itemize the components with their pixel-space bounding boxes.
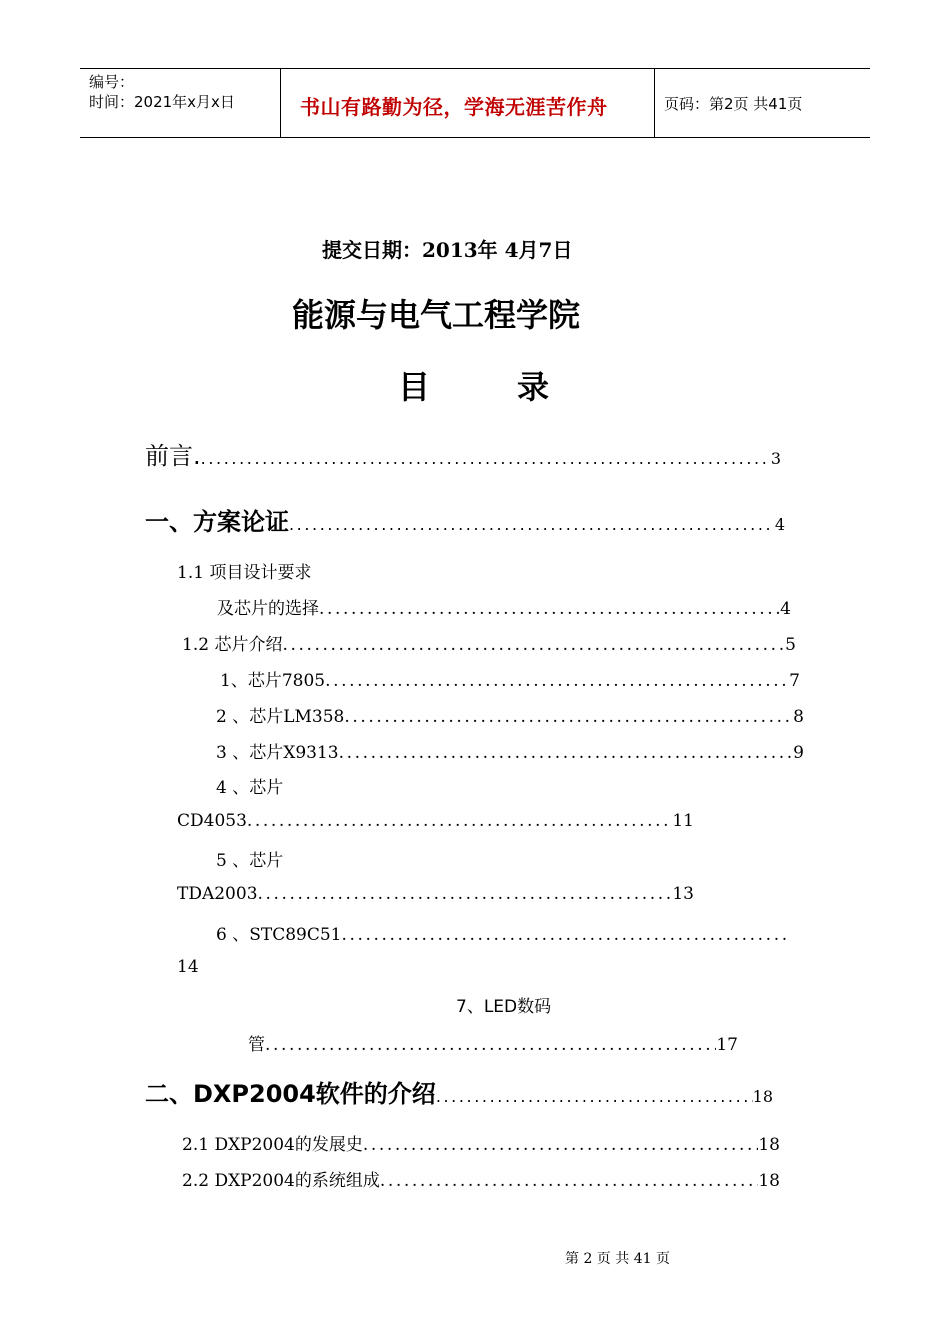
header-divider (654, 69, 655, 137)
toc-entry-text: 3 、芯片X9313 (216, 743, 339, 763)
toc-leader (344, 707, 793, 727)
toc-entry[interactable] (248, 1030, 738, 1055)
page-footer: 第 2 页 共 41 页 (565, 1251, 670, 1267)
toc-page-number: 7 (789, 671, 800, 691)
toc-entry-text: 1.1 项目设计要求 (177, 563, 312, 583)
toc-entry[interactable] (182, 1166, 780, 1191)
header-motto: 书山有路勤为径，学海无涯苦作舟 (300, 95, 608, 119)
toc-leader (319, 599, 780, 619)
toc-entry-text: 2 、芯片LM358 (216, 707, 345, 727)
toc-page-number: 3 (770, 449, 781, 468)
toc-entry[interactable] (217, 594, 791, 619)
college-name: 能源与电气工程学院 (292, 296, 581, 334)
toc-entry[interactable] (177, 558, 311, 583)
toc-page-number: 17 (716, 1035, 738, 1055)
toc-leader (247, 811, 672, 831)
toc-page-number: 5 (785, 635, 796, 655)
toc-leader (258, 884, 673, 904)
toc-leader (289, 515, 775, 534)
toc-entry-text: 5 、芯片 (216, 851, 284, 871)
submit-date: 提交日期：2013年 4月7日 (322, 238, 573, 262)
toc-entry[interactable] (177, 957, 199, 977)
toc-entry[interactable] (145, 502, 785, 537)
toc-entry[interactable] (216, 738, 804, 763)
toc-entry[interactable] (145, 436, 781, 471)
toc-entry[interactable] (216, 846, 283, 871)
toc-leader (380, 1171, 758, 1191)
toc-leader (282, 635, 785, 655)
toc-title-right: 录 (517, 368, 550, 406)
toc-entry-text: 4 、芯片 (216, 778, 284, 798)
toc-entry-text: TDA2003 (177, 884, 258, 904)
header-page-info: 页码：第2页 共41页 (664, 95, 803, 113)
header-divider (280, 69, 281, 137)
toc-entry[interactable] (177, 811, 694, 831)
header-number-label: 编号： (89, 73, 135, 91)
toc-page-number: 18 (758, 1135, 780, 1155)
toc-entry-text: 2.1 DXP2004的发展史 (182, 1135, 363, 1155)
toc-entry[interactable] (456, 992, 551, 1017)
header-table (80, 68, 870, 138)
toc-entry[interactable] (182, 630, 796, 655)
toc-entry-text: 6 、STC89C51 (216, 925, 342, 945)
toc-entry[interactable] (216, 702, 804, 727)
toc-entry-text: 管 (248, 1035, 265, 1055)
toc-page-number: 4 (780, 599, 791, 619)
toc-entry[interactable] (145, 1074, 773, 1109)
header-time-label: 时间：2021年x月x日 (89, 93, 235, 111)
toc-leader (341, 925, 788, 945)
toc-entry-text: 2.2 DXP2004的系统组成 (182, 1171, 380, 1191)
toc-page-number: 13 (672, 884, 694, 904)
toc-entry-text: 二、DXP2004软件的介绍 (145, 1080, 436, 1108)
toc-leader (265, 1035, 716, 1055)
toc-leader (363, 1135, 758, 1155)
toc-entry-text: 前言. (145, 442, 201, 470)
toc-entry[interactable] (216, 773, 283, 798)
toc-entry-text: 及芯片的选择 (217, 599, 319, 619)
toc-entry-text: 一、方案论证 (145, 508, 289, 536)
toc-page-number: 9 (793, 743, 804, 763)
toc-entry[interactable] (216, 920, 788, 945)
toc-page-number: 18 (752, 1087, 773, 1106)
toc-entry[interactable] (177, 884, 694, 904)
toc-leader (436, 1087, 753, 1106)
toc-entry-text: CD4053 (177, 811, 247, 831)
toc-leader (201, 449, 771, 468)
toc-page-number: 18 (758, 1171, 780, 1191)
toc-leader (325, 671, 789, 691)
toc-entry[interactable] (182, 1130, 780, 1155)
toc-title-left: 目 (398, 368, 431, 406)
toc-entry-text: 1、芯片7805 (220, 671, 326, 691)
toc-entry-text: 1.2 芯片介绍 (182, 635, 283, 655)
toc-page-number: 14 (177, 957, 199, 977)
toc-entry-text: 7、LED数码 (456, 997, 552, 1017)
toc-page-number: 4 (774, 515, 785, 534)
toc-entry[interactable] (220, 666, 800, 691)
toc-page-number: 11 (672, 811, 694, 831)
toc-leader (339, 743, 794, 763)
toc-page-number: 8 (793, 707, 804, 727)
